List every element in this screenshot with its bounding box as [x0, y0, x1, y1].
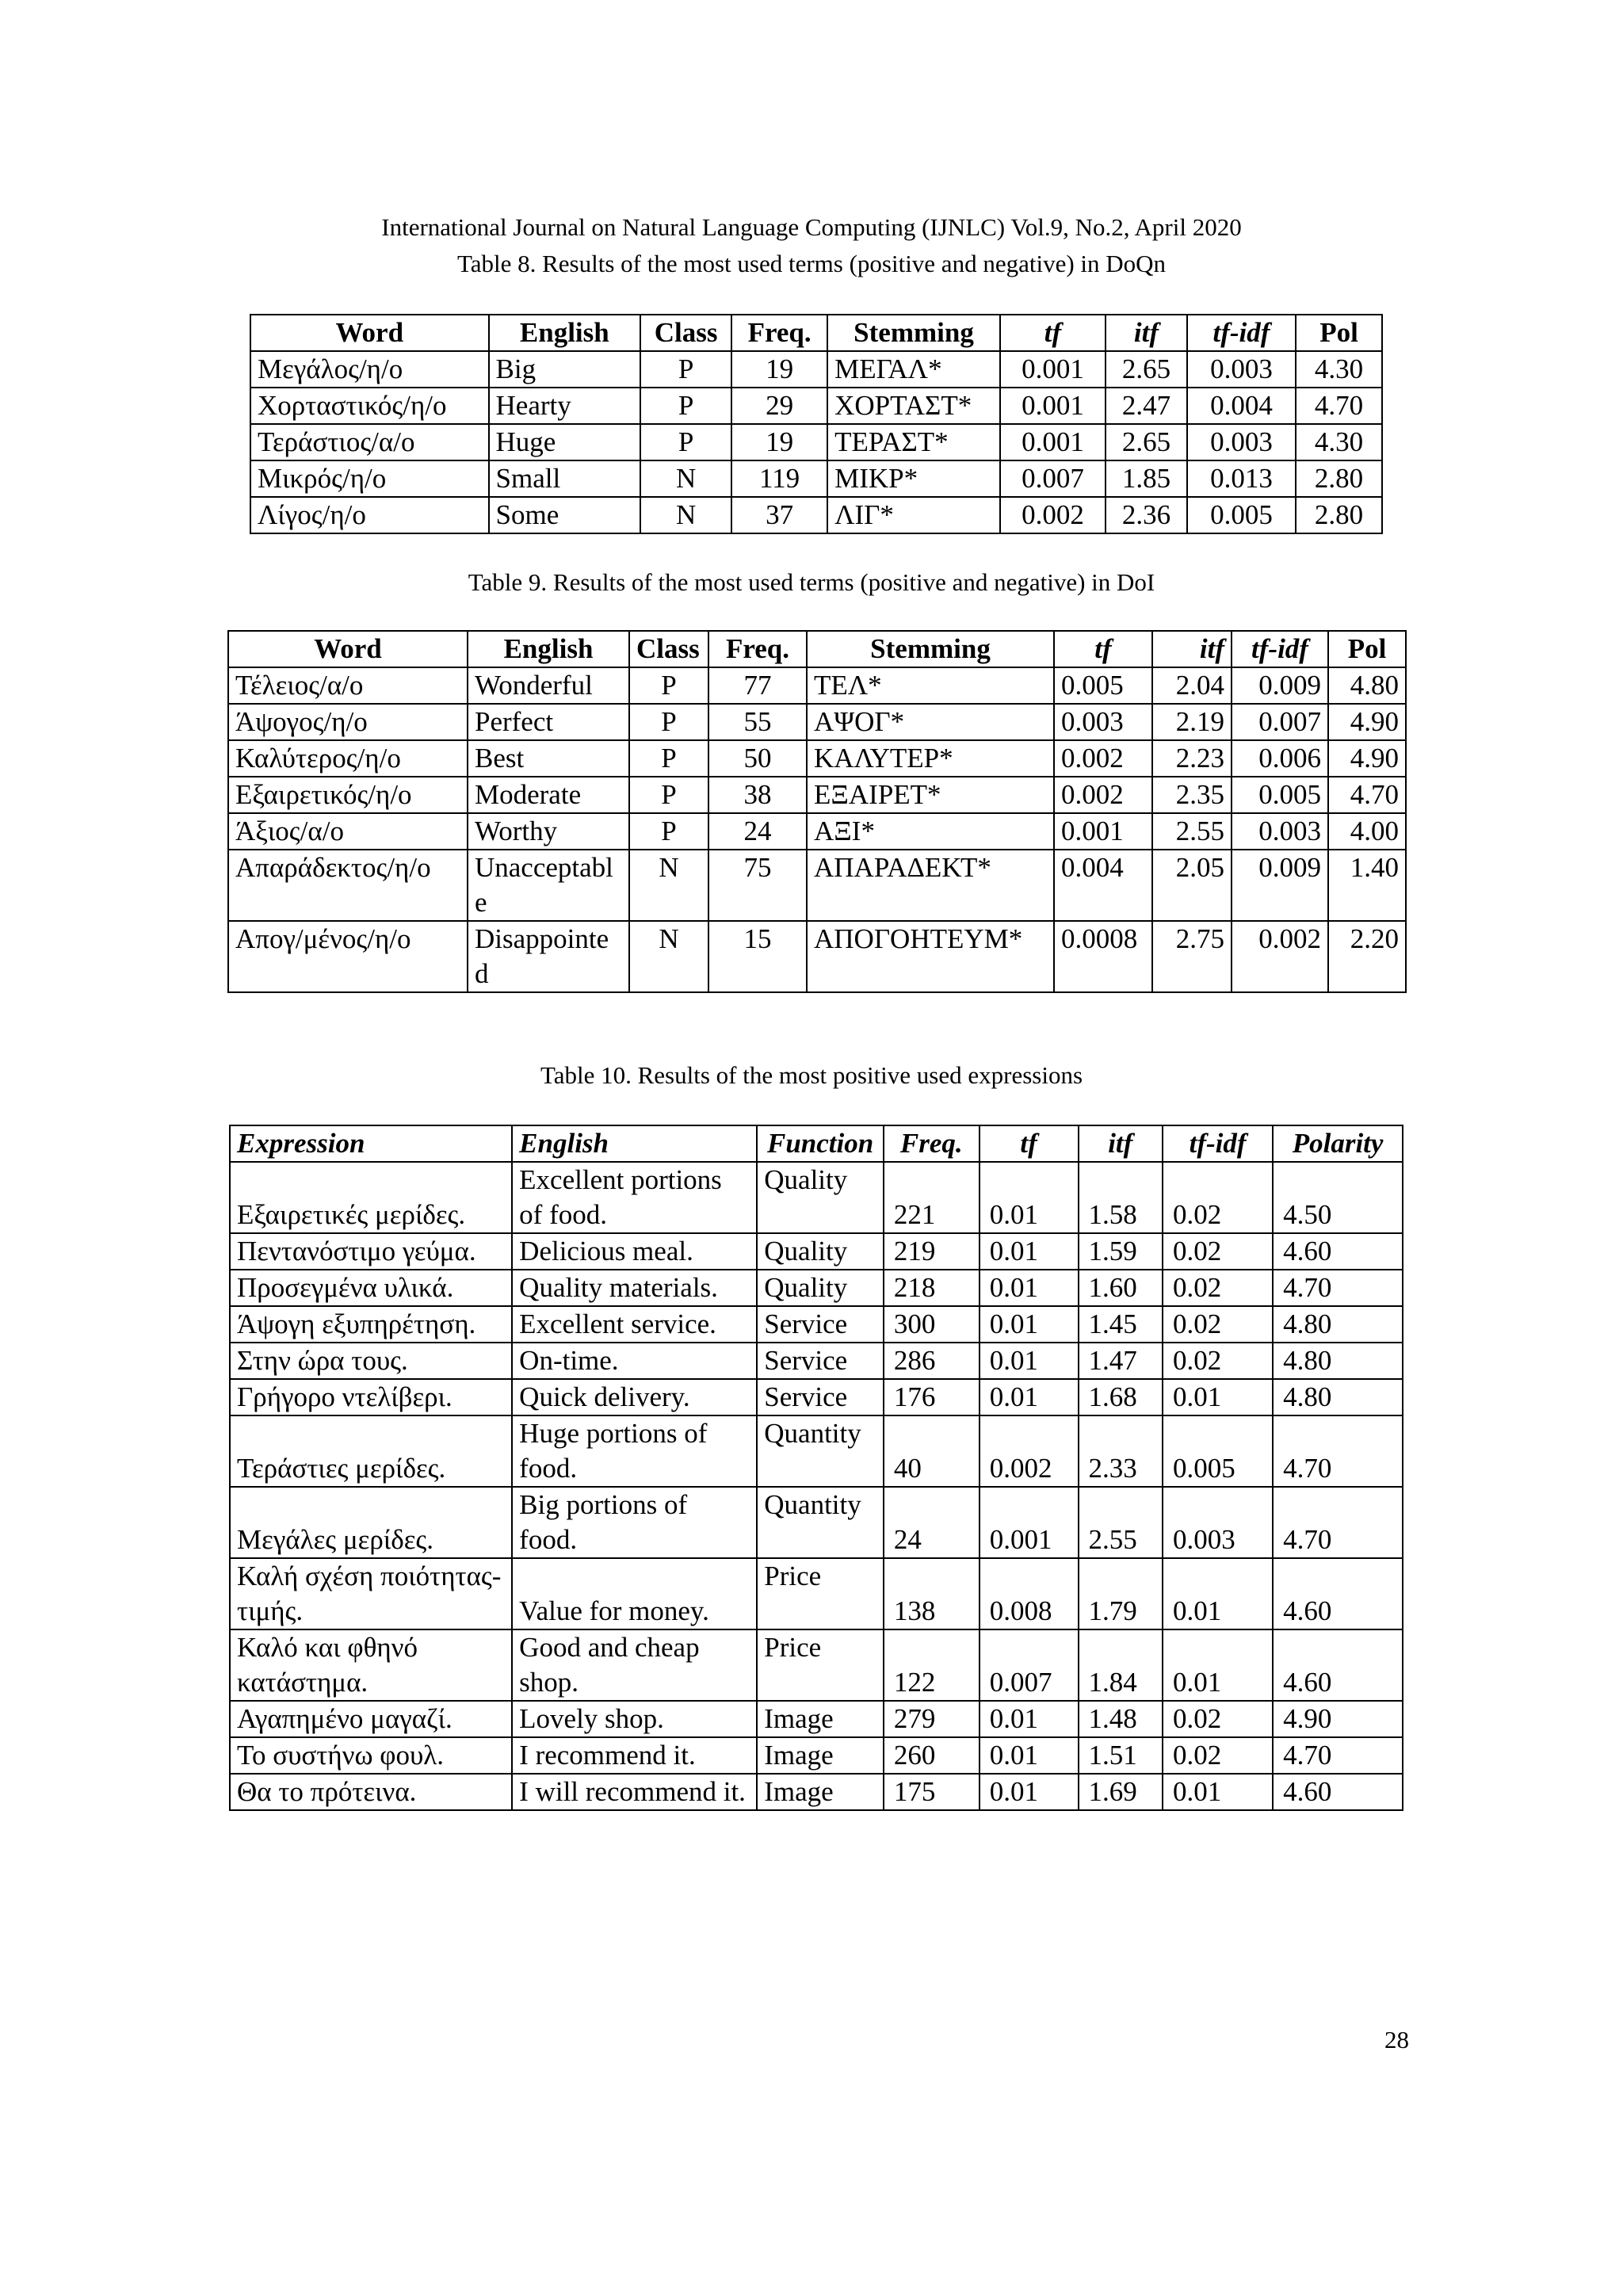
table10-cell: 4.50 — [1273, 1162, 1403, 1233]
table9-cell: Άξιος/α/ο — [228, 813, 468, 850]
table9-cell: ΚΑΛΥΤΕΡ* — [807, 740, 1054, 777]
table10-cell: 0.02 — [1163, 1162, 1273, 1233]
table10-cell: I will recommend it. — [512, 1774, 757, 1810]
table8-cell: 4.30 — [1296, 351, 1382, 388]
table9-row — [228, 921, 1406, 992]
table8-cell: 0.005 — [1187, 497, 1296, 533]
table10-cell: 0.01 — [980, 1379, 1079, 1415]
table10-header-row — [230, 1125, 1403, 1162]
table8-cell: 2.47 — [1106, 388, 1187, 424]
table10-cell: 4.70 — [1273, 1415, 1403, 1487]
table9-cell: 0.001 — [1054, 813, 1152, 850]
table9-cell: 0.007 — [1232, 704, 1328, 740]
table10-cell: 0.02 — [1163, 1737, 1273, 1774]
table10-cell: Big portions of food. — [512, 1487, 757, 1558]
table10-cell: 4.60 — [1273, 1558, 1403, 1629]
table9-cell: 2.23 — [1152, 740, 1232, 777]
table10-row — [230, 1306, 1403, 1343]
table9-cell: 0.009 — [1232, 667, 1328, 704]
table8-cell: 19 — [731, 424, 827, 460]
table10-cell: Αγαπημένο μαγαζί. — [230, 1701, 512, 1737]
table9-cell: Καλύτερος/η/ο — [228, 740, 468, 777]
table10-cell: 260 — [884, 1737, 980, 1774]
table9-cell: Disappointed — [468, 921, 629, 992]
table10-header-cell: Polarity — [1273, 1125, 1403, 1162]
table8-cell: Τεράστιος/α/ο — [250, 424, 489, 460]
table9-header-cell: Pol — [1328, 631, 1406, 667]
table8-header-cell: Word — [250, 315, 489, 351]
table10-cell: Τεράστιες μερίδες. — [230, 1415, 512, 1487]
table10-cell: On-time. — [512, 1343, 757, 1379]
table10-header-cell: Function — [757, 1125, 884, 1162]
table10-cell: 0.02 — [1163, 1233, 1273, 1270]
table9-cell: 0.002 — [1054, 777, 1152, 813]
table10-cell: Value for money. — [512, 1558, 757, 1629]
table10-cell: 4.60 — [1273, 1233, 1403, 1270]
table8-cell: ΧΟΡΤΑΣΤ* — [827, 388, 1000, 424]
table8-header-cell: itf — [1106, 315, 1187, 351]
table10-cell: 0.003 — [1163, 1487, 1273, 1558]
table10-cell: 0.02 — [1163, 1270, 1273, 1306]
table9-header-cell: itf — [1152, 631, 1232, 667]
table9-cell: P — [629, 740, 708, 777]
table9-cell: Εξαιρετικός/η/ο — [228, 777, 468, 813]
table10-cell: 1.68 — [1079, 1379, 1163, 1415]
table9-cell: 15 — [708, 921, 807, 992]
table9-cell: 2.55 — [1152, 813, 1232, 850]
table8-row — [250, 388, 1382, 424]
table10-cell: Quality materials. — [512, 1270, 757, 1306]
table9-cell: 2.20 — [1328, 921, 1406, 992]
table8-header-cell: Freq. — [731, 315, 827, 351]
table10-cell: Quality — [757, 1162, 884, 1233]
table9-header-cell: Word — [228, 631, 468, 667]
table10-cell: Άψογη εξυπηρέτηση. — [230, 1306, 512, 1343]
table9-row — [228, 740, 1406, 777]
table8-cell: Small — [489, 460, 641, 497]
table9-header-cell: tf-idf — [1232, 631, 1328, 667]
table10-cell: 1.69 — [1079, 1774, 1163, 1810]
table10-cell: 0.02 — [1163, 1701, 1273, 1737]
table10-row — [230, 1270, 1403, 1306]
table9-cell: 24 — [708, 813, 807, 850]
table9-cell: ΑΠΑΡΑΔΕΚΤ* — [807, 850, 1054, 921]
table8-cell: ΜΙΚΡ* — [827, 460, 1000, 497]
table8-cell: P — [640, 424, 731, 460]
table8-row — [250, 424, 1382, 460]
table9-cell: 4.00 — [1328, 813, 1406, 850]
table8-cell: P — [640, 388, 731, 424]
table9-body — [228, 667, 1406, 992]
table9-cell: 4.90 — [1328, 704, 1406, 740]
table10-header-cell: itf — [1079, 1125, 1163, 1162]
table9-cell: 1.40 — [1328, 850, 1406, 921]
table9-cell: Άψογος/η/ο — [228, 704, 468, 740]
table10-cell: 300 — [884, 1306, 980, 1343]
table8-cell: 0.004 — [1187, 388, 1296, 424]
table10-header-cell: tf-idf — [1163, 1125, 1273, 1162]
table9-header-cell: Class — [629, 631, 708, 667]
table10-row — [230, 1558, 1403, 1629]
table10-cell: 0.01 — [980, 1701, 1079, 1737]
table10-cell: 1.79 — [1079, 1558, 1163, 1629]
table10-cell: 0.002 — [980, 1415, 1079, 1487]
table10-cell: Γρήγορο ντελίβερι. — [230, 1379, 512, 1415]
table8-cell: 2.80 — [1296, 460, 1382, 497]
table10-cell: Εξαιρετικές μερίδες. — [230, 1162, 512, 1233]
table10-cell: Service — [757, 1306, 884, 1343]
table8-cell: 1.85 — [1106, 460, 1187, 497]
table8-cell: Huge — [489, 424, 641, 460]
table10-cell: 4.80 — [1273, 1379, 1403, 1415]
table10-row — [230, 1701, 1403, 1737]
table10-cell: Quality — [757, 1270, 884, 1306]
journal-header: International Journal on Natural Language Computing (IJNLC) Vol.9, No.2, April 2020 — [381, 213, 1242, 241]
table10-cell: 279 — [884, 1701, 980, 1737]
table10-row — [230, 1774, 1403, 1810]
table10-cell: Quick delivery. — [512, 1379, 757, 1415]
table10-cell: Θα το πρότεινα. — [230, 1774, 512, 1810]
table10-cell: 4.80 — [1273, 1343, 1403, 1379]
table9-cell: N — [629, 921, 708, 992]
table8-cell: 0.002 — [1000, 497, 1106, 533]
table8-cell: 0.007 — [1000, 460, 1106, 497]
table9-header-cell: Freq. — [708, 631, 807, 667]
table9-cell: Απογ/μένος/η/ο — [228, 921, 468, 992]
table10-cell: 0.01 — [980, 1343, 1079, 1379]
table10-cell: Good and cheap shop. — [512, 1629, 757, 1701]
table9 — [227, 630, 1407, 993]
table10-cell: Image — [757, 1774, 884, 1810]
table10-cell: 1.45 — [1079, 1306, 1163, 1343]
table8 — [250, 314, 1383, 534]
table9-cell: Τέλειος/α/ο — [228, 667, 468, 704]
table10-cell: Image — [757, 1701, 884, 1737]
table8-cell: ΜΕΓΑΛ* — [827, 351, 1000, 388]
table9-cell: ΑΠΟΓΟΗΤΕΥΜ* — [807, 921, 1054, 992]
table10-cell: 1.51 — [1079, 1737, 1163, 1774]
table9-cell: 0.005 — [1054, 667, 1152, 704]
table10-header-cell: English — [512, 1125, 757, 1162]
table10-cell: 219 — [884, 1233, 980, 1270]
table10-cell: 221 — [884, 1162, 980, 1233]
table10-cell: 0.005 — [1163, 1415, 1273, 1487]
table9-cell: P — [629, 704, 708, 740]
table9-cell: ΑΨΟΓ* — [807, 704, 1054, 740]
table9-row — [228, 777, 1406, 813]
table10-cell: Image — [757, 1737, 884, 1774]
table10-cell: 40 — [884, 1415, 980, 1487]
table8-cell: 4.70 — [1296, 388, 1382, 424]
table8-cell: 19 — [731, 351, 827, 388]
table9-cell: ΕΞΑΙΡΕΤ* — [807, 777, 1054, 813]
page-number: 28 — [1384, 2026, 1409, 2053]
table10-row — [230, 1487, 1403, 1558]
table10-cell: 0.001 — [980, 1487, 1079, 1558]
table8-cell: N — [640, 497, 731, 533]
table8-cell: 0.003 — [1187, 351, 1296, 388]
table10-cell: 4.60 — [1273, 1774, 1403, 1810]
table8-cell: 37 — [731, 497, 827, 533]
table10-cell: Price — [757, 1629, 884, 1701]
table8-cell: Big — [489, 351, 641, 388]
table9-cell: 0.002 — [1054, 740, 1152, 777]
table10-cell: Lovely shop. — [512, 1701, 757, 1737]
table9-cell: Best — [468, 740, 629, 777]
table10-cell: 0.01 — [980, 1233, 1079, 1270]
table8-cell: 2.80 — [1296, 497, 1382, 533]
table9-cell: 77 — [708, 667, 807, 704]
table8-row — [250, 460, 1382, 497]
table9-cell: 0.004 — [1054, 850, 1152, 921]
table10-header-cell: Expression — [230, 1125, 512, 1162]
table9-caption: Table 9. Results of the most used terms (positive and negative) in DoI — [468, 568, 1155, 596]
table10-cell: 0.01 — [1163, 1379, 1273, 1415]
table9-cell: 0.002 — [1232, 921, 1328, 992]
table10-cell: Excellent service. — [512, 1306, 757, 1343]
table10-cell: 0.02 — [1163, 1343, 1273, 1379]
table9-cell: 2.05 — [1152, 850, 1232, 921]
table10-cell: Το συστήνω φουλ. — [230, 1737, 512, 1774]
table8-header-cell: Pol — [1296, 315, 1382, 351]
table9-cell: N — [629, 850, 708, 921]
table10-cell: 0.01 — [1163, 1558, 1273, 1629]
table10-cell: 175 — [884, 1774, 980, 1810]
table9-row — [228, 850, 1406, 921]
table10-cell: 1.59 — [1079, 1233, 1163, 1270]
table9-cell: Unacceptable — [468, 850, 629, 921]
table10-cell: 4.90 — [1273, 1701, 1403, 1737]
table10-cell: 0.008 — [980, 1558, 1079, 1629]
table9-cell: 38 — [708, 777, 807, 813]
table8-cell: 0.003 — [1187, 424, 1296, 460]
table9-cell: P — [629, 813, 708, 850]
table8-cell: 2.65 — [1106, 424, 1187, 460]
table9-cell: Wonderful — [468, 667, 629, 704]
table8-cell: Hearty — [489, 388, 641, 424]
table10-cell: 1.84 — [1079, 1629, 1163, 1701]
table10-cell: Quality — [757, 1233, 884, 1270]
table10-cell: 4.70 — [1273, 1737, 1403, 1774]
table10-cell: 122 — [884, 1629, 980, 1701]
table10-cell: Price — [757, 1558, 884, 1629]
table8-row — [250, 351, 1382, 388]
table10-cell: Καλό και φθηνό κατάστημα. — [230, 1629, 512, 1701]
table9-cell: 0.009 — [1232, 850, 1328, 921]
table8-header-cell: Class — [640, 315, 731, 351]
table9-cell: P — [629, 777, 708, 813]
table10-cell: 0.01 — [1163, 1629, 1273, 1701]
table10-cell: 0.01 — [980, 1774, 1079, 1810]
table8-cell: 2.65 — [1106, 351, 1187, 388]
table8-cell: P — [640, 351, 731, 388]
table8-row — [250, 497, 1382, 533]
table9-cell: ΑΞΙ* — [807, 813, 1054, 850]
table9-cell: 75 — [708, 850, 807, 921]
table10-row — [230, 1233, 1403, 1270]
table10-row — [230, 1629, 1403, 1701]
table10-cell: 0.007 — [980, 1629, 1079, 1701]
table10-cell: Καλή σχέση ποιότητας-τιμής. — [230, 1558, 512, 1629]
table8-cell: 4.30 — [1296, 424, 1382, 460]
table10-cell: 0.01 — [980, 1737, 1079, 1774]
table9-cell: 0.006 — [1232, 740, 1328, 777]
table9-cell: 2.35 — [1152, 777, 1232, 813]
table9-header-cell: English — [468, 631, 629, 667]
table10-cell: 0.01 — [980, 1270, 1079, 1306]
table9-row — [228, 704, 1406, 740]
table9-header-cell: Stemming — [807, 631, 1054, 667]
table10-cell: Μεγάλες μερίδες. — [230, 1487, 512, 1558]
table8-cell: 0.001 — [1000, 351, 1106, 388]
table9-cell: Perfect — [468, 704, 629, 740]
table10-cell: 0.01 — [980, 1306, 1079, 1343]
table10-cell: 4.60 — [1273, 1629, 1403, 1701]
table9-row — [228, 667, 1406, 704]
table10-cell: Huge portions of food. — [512, 1415, 757, 1487]
table10 — [229, 1125, 1403, 1811]
table10-row — [230, 1737, 1403, 1774]
table8-cell: 119 — [731, 460, 827, 497]
table9-cell: P — [629, 667, 708, 704]
table9-cell: 4.80 — [1328, 667, 1406, 704]
table8-cell: ΛΙΓ* — [827, 497, 1000, 533]
table8-caption: Table 8. Results of the most used terms (positive and negative) in DoQn — [456, 250, 1167, 277]
table10-body — [230, 1162, 1403, 1810]
table9-cell: ΤΕΛ* — [807, 667, 1054, 704]
table9-cell: 2.75 — [1152, 921, 1232, 992]
table10-cell: Service — [757, 1343, 884, 1379]
table9-cell: 50 — [708, 740, 807, 777]
table10-header-cell: tf — [980, 1125, 1079, 1162]
table8-header-cell: English — [489, 315, 641, 351]
table8-header-row — [250, 315, 1382, 351]
table10-cell: 1.60 — [1079, 1270, 1163, 1306]
table8-header-cell: Stemming — [827, 315, 1000, 351]
table10-cell: 0.01 — [1163, 1774, 1273, 1810]
table8-cell: Χορταστικός/η/ο — [250, 388, 489, 424]
table10-cell: Quantity — [757, 1487, 884, 1558]
table8-header-cell: tf-idf — [1187, 315, 1296, 351]
table8-cell: ΤΕΡΑΣΤ* — [827, 424, 1000, 460]
table9-cell: 2.04 — [1152, 667, 1232, 704]
table9-cell: 4.90 — [1328, 740, 1406, 777]
table10-row — [230, 1343, 1403, 1379]
table9-cell: 0.003 — [1054, 704, 1152, 740]
table9-cell: 4.70 — [1328, 777, 1406, 813]
table10-cell: Προσεγμένα υλικά. — [230, 1270, 512, 1306]
table9-row — [228, 813, 1406, 850]
table10-cell: 218 — [884, 1270, 980, 1306]
table9-cell: Worthy — [468, 813, 629, 850]
table10-cell: Delicious meal. — [512, 1233, 757, 1270]
table10-cell: Service — [757, 1379, 884, 1415]
table9-header-row — [228, 631, 1406, 667]
table10-cell: 286 — [884, 1343, 980, 1379]
table8-cell: Some — [489, 497, 641, 533]
table10-cell: 138 — [884, 1558, 980, 1629]
table10-row — [230, 1379, 1403, 1415]
table8-cell: Μικρός/η/ο — [250, 460, 489, 497]
table10-cell: 2.55 — [1079, 1487, 1163, 1558]
table9-cell: 0.005 — [1232, 777, 1328, 813]
table8-cell: Λίγος/η/ο — [250, 497, 489, 533]
table9-cell: 2.19 — [1152, 704, 1232, 740]
table10-cell: 24 — [884, 1487, 980, 1558]
table8-header-cell: tf — [1000, 315, 1106, 351]
table10-cell: 1.58 — [1079, 1162, 1163, 1233]
table8-cell: 0.001 — [1000, 424, 1106, 460]
table10-cell: 0.02 — [1163, 1306, 1273, 1343]
table8-cell: N — [640, 460, 731, 497]
table10-cell: Πεντανόστιμο γεύμα. — [230, 1233, 512, 1270]
table10-header-cell: Freq. — [884, 1125, 980, 1162]
table9-cell: Moderate — [468, 777, 629, 813]
table10-cell: 4.70 — [1273, 1270, 1403, 1306]
table10-cell: 176 — [884, 1379, 980, 1415]
table10-cell: 0.01 — [980, 1162, 1079, 1233]
table8-cell: 0.013 — [1187, 460, 1296, 497]
table9-cell: 0.003 — [1232, 813, 1328, 850]
table8-body — [250, 351, 1382, 533]
table10-cell: Excellent portions of food. — [512, 1162, 757, 1233]
table8-cell: 29 — [731, 388, 827, 424]
table10-cell: 4.70 — [1273, 1487, 1403, 1558]
table8-cell: 2.36 — [1106, 497, 1187, 533]
table10-cell: 4.80 — [1273, 1306, 1403, 1343]
table10-cell: 1.47 — [1079, 1343, 1163, 1379]
table8-cell: Μεγάλος/η/ο — [250, 351, 489, 388]
table10-caption: Table 10. Results of the most positive used expressions — [540, 1061, 1083, 1089]
table10-cell: Quantity — [757, 1415, 884, 1487]
table10-cell: 1.48 — [1079, 1701, 1163, 1737]
table9-cell: Απαράδεκτος/η/ο — [228, 850, 468, 921]
table8-cell: 0.001 — [1000, 388, 1106, 424]
table10-row — [230, 1415, 1403, 1487]
table9-cell: 0.0008 — [1054, 921, 1152, 992]
table10-row — [230, 1162, 1403, 1233]
table9-header-cell: tf — [1054, 631, 1152, 667]
table10-cell: I recommend it. — [512, 1737, 757, 1774]
table10-cell: 2.33 — [1079, 1415, 1163, 1487]
table10-cell: Στην ώρα τους. — [230, 1343, 512, 1379]
table9-cell: 55 — [708, 704, 807, 740]
